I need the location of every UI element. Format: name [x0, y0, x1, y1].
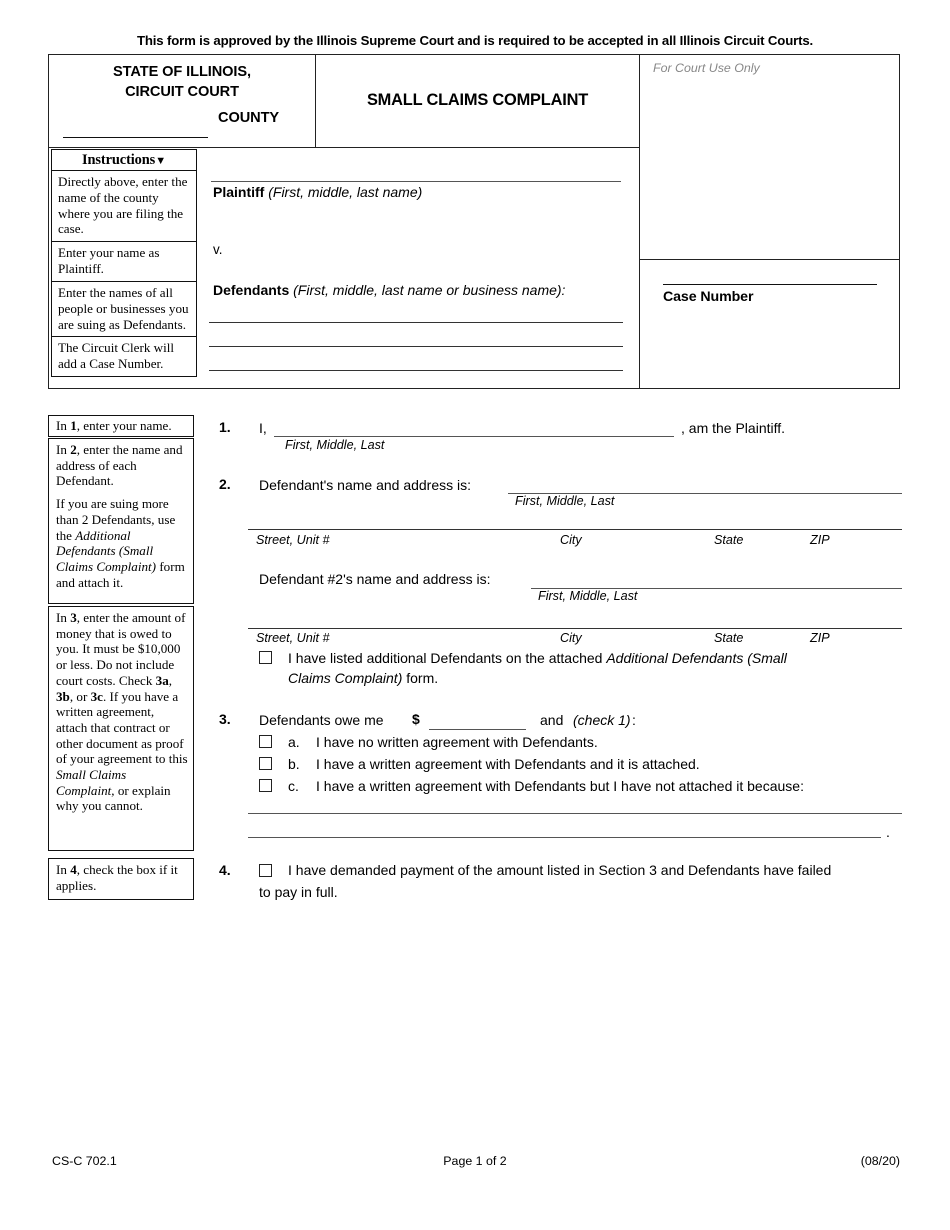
section-3a-text: I have no written agreement with Defendants.: [316, 734, 598, 750]
section-2-address2-state-hint: State: [714, 631, 744, 645]
checkbox-4[interactable]: [259, 864, 272, 877]
section-2-address1-city-hint: City: [560, 533, 582, 547]
form-title: SMALL CLAIMS COMPLAINT: [366, 91, 589, 109]
side-instruction-2: [48, 438, 194, 604]
section-2-address2-input[interactable]: [248, 627, 902, 629]
side-instruction-3: [48, 606, 194, 851]
section-3a-letter: a.: [288, 734, 300, 750]
section-2-address1-input[interactable]: [248, 528, 902, 530]
footer-form-code: CS-C 702.1: [52, 1154, 117, 1168]
side-instruction-3-text: In 3, enter the amount of money that is owed to you. It must be $10,000 or less. Do not include court costs. Check 3a, 3b, or 3c. If you have a written agreement, attach that contract or other document as proof of your agreement to this Small Claims Complaint, or explain why you cannot.: [56, 610, 188, 814]
plaintiff-hint: (First, middle, last name): [268, 184, 423, 200]
additional-italic-2: Claims Complaint): [288, 669, 403, 686]
section-3b-text: I have a written agreement with Defendants and it is attached.: [316, 756, 700, 772]
instructions-header-label: Instructions: [82, 152, 156, 168]
section-2-number: 2.: [219, 476, 231, 492]
county-label: COUNTY: [218, 110, 280, 126]
additional-pre: I have listed additional Defendants on the attached: [288, 650, 607, 666]
section-1-name-hint: First, Middle, Last: [285, 438, 385, 452]
section-1-trail: , am the Plaintiff.: [681, 420, 786, 436]
instructions-cell-case-number: The Circuit Clerk will add a Case Number.: [51, 337, 197, 377]
side-instruction-1-text: In 1, enter your name.: [56, 418, 172, 433]
section-1-lead: I,: [259, 420, 267, 436]
checkbox-3c[interactable]: [259, 779, 272, 792]
state-line-2: CIRCUIT COURT: [125, 83, 239, 100]
footer-revision-date: (08/20): [860, 1154, 900, 1168]
section-2-address2-zip-hint: ZIP: [810, 631, 830, 645]
section-3-colon: :: [632, 712, 636, 728]
section-3-amount-input[interactable]: [429, 728, 526, 730]
section-3-mid: and: [540, 712, 564, 728]
section-2-defendant1-label: Defendant's name and address is:: [259, 477, 472, 493]
side-instruction-2-text-1: In 2, enter the name and address of each Defendant.: [56, 442, 183, 489]
section-4-number: 4.: [219, 862, 231, 878]
side-instruction-1: [48, 415, 194, 437]
section-2-address1-street-hint: Street, Unit #: [256, 533, 330, 547]
instructions-cell-plaintiff: Enter your name as Plaintiff.: [51, 242, 197, 282]
plaintiff-label-text: Plaintiff: [213, 184, 265, 200]
section-2-defendant2-label: Defendant #2's name and address is:: [259, 571, 491, 587]
case-number-label: Case Number: [663, 289, 754, 305]
section-4-line-1: I have demanded payment of the amount listed in Section 3 and Defendants have failed: [288, 862, 832, 878]
section-3-check-hint: (check 1): [573, 712, 631, 728]
side-instruction-4-text: In 4, check the box if it applies.: [56, 862, 178, 893]
for-court-use-only-label: For Court Use Only: [653, 61, 760, 75]
instructions-cell-county: Directly above, enter the name of the county where you are filing the case.: [51, 171, 197, 242]
section-2-additional-defendants-text: [288, 649, 888, 689]
section-3b-letter: b.: [288, 756, 300, 772]
section-2-defendant2-name-hint: First, Middle, Last: [538, 589, 638, 603]
section-2-address2-street-hint: Street, Unit #: [256, 631, 330, 645]
checkbox-additional-defendants[interactable]: [259, 651, 272, 664]
chevron-down-icon: ▼: [155, 155, 166, 167]
state-line-1: STATE OF ILLINOIS,: [113, 64, 251, 80]
section-2-address1-state-hint: State: [714, 533, 744, 547]
checkbox-3b[interactable]: [259, 757, 272, 770]
section-1-name-input[interactable]: [274, 435, 674, 437]
approval-notice: This form is approved by the Illinois Supreme Court and is required to be accepted in all Illinois Circuit Courts.: [136, 33, 814, 48]
section-1-number: 1.: [219, 419, 231, 435]
defendants-label-text: Defendants: [213, 282, 290, 298]
additional-italic-1: Additional Defendants (Small: [606, 650, 787, 666]
side-instruction-4: [48, 858, 194, 900]
section-3-number: 3.: [219, 711, 231, 727]
side-instruction-2-text-2: If you are suing more than 2 Defendants, use the Additional Defendants (Small Claims Complaint) form and attach it.: [56, 496, 185, 590]
checkbox-3a[interactable]: [259, 735, 272, 748]
section-2-defendant1-name-hint: First, Middle, Last: [515, 494, 615, 508]
instructions-cell-defendants: Enter the names of all people or businesses you are suing as Defendants.: [51, 282, 197, 337]
section-2-address1-zip-hint: ZIP: [810, 533, 830, 547]
section-3-period: .: [886, 824, 890, 840]
section-3-lead: Defendants owe me: [259, 712, 384, 728]
section-3-dollar-sign: $: [412, 711, 420, 727]
section-3-explanation-input-1[interactable]: [248, 812, 902, 814]
section-3c-text: I have a written agreement with Defendants but I have not attached it because:: [316, 778, 804, 794]
footer-page-number: Page 1 of 2: [443, 1154, 507, 1168]
section-3c-letter: c.: [288, 778, 299, 794]
section-4-line-2: to pay in full.: [259, 884, 338, 900]
additional-post: form.: [402, 669, 439, 686]
section-2-address2-city-hint: City: [560, 631, 582, 645]
defendants-hint: (First, middle, last name or business name):: [293, 282, 566, 298]
versus-label: v.: [213, 242, 223, 257]
section-3-explanation-input-2[interactable]: [248, 836, 881, 838]
